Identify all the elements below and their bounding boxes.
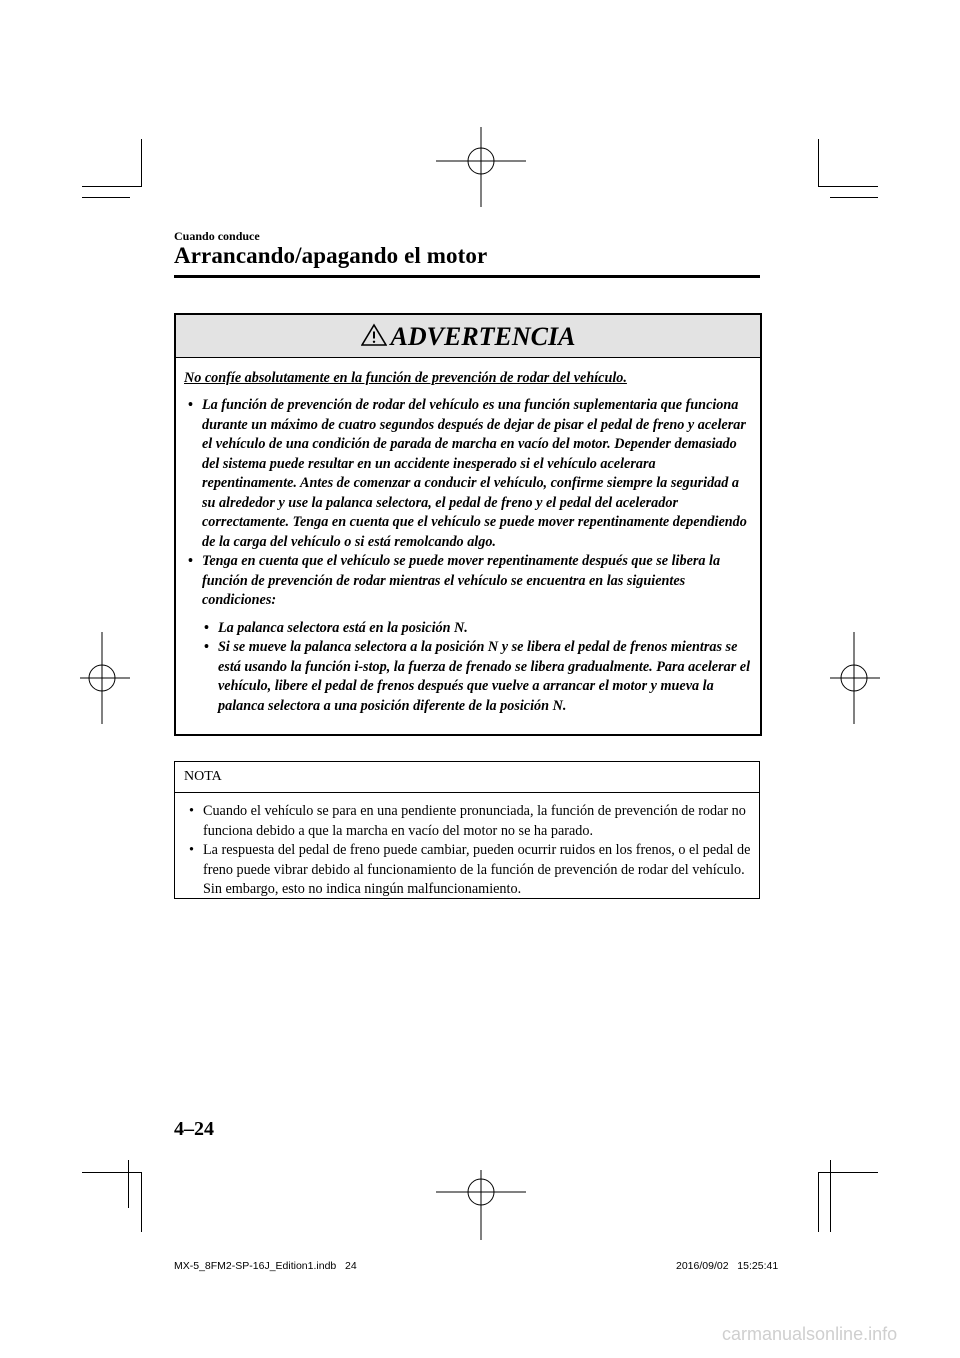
warning-item-text: La función de prevención de rodar del vehículo es una función suplementaria que funciona durante un máximo de cuatro segundos después de dejar de pisar el pedal de freno y acelerar el vehículo de una condición de parada de marcha en vacío del motor. Depender demasiado del sistema puede resultar en un accidente inesperado si el vehículo acelerara repentinamente. Antes de comenzar a conducir el vehículo, confirme siempre la seguridad a su alrededor y use la palanca selectora, el pedal de freno y el pedal del acelerador correctamente. Tenga en cuenta que el vehículo se puede mover repentinamente dependiendo de la carga del vehículo o si está remolcando algo. [202, 397, 747, 550]
footer-timestamp: 2016/09/02 15:25:41 [676, 1260, 779, 1272]
note-item [185, 841, 751, 900]
note-item-text: La respuesta del pedal de freno puede cambiar, pueden ocurrir ruidos en los frenos, o el pedal de freno puede vibrar debido al funcionamiento de la función de prevención de rodar del vehículo. Sin embargo, esto no indica ningún malfuncionamiento. [203, 842, 751, 897]
crop-mark [818, 1172, 878, 1173]
warning-item-text: Tenga en cuenta que el vehículo se puede mover repentinamente después que se libera la función de prevención de rodar mientras el vehículo se encuentra en las siguientes condiciones: [202, 553, 721, 608]
note-item-text: Cuando el vehículo se para en una pendiente pronunciada, la función de prevención de rodar no funciona debido a que la marcha en vacío del motor no se ha parado. [203, 803, 746, 839]
note-title: NOTA [184, 769, 222, 784]
warning-subitem-text: Si se mueve la palanca selectora a la posición N y se libera el pedal de frenos mientras se está usando la función i-stop, la fuerza de frenado se libera gradualmente. Para acelerar el vehículo, libere el pedal de frenos después que vuelve a arrancar el motor y mueva la palanca selectora a una posición diferente de la posición N. [218, 639, 751, 714]
crop-mark [818, 139, 819, 187]
crop-mark [141, 1172, 142, 1232]
warning-subitem [184, 638, 754, 716]
bullet: • [189, 803, 194, 819]
warning-title-row [176, 322, 760, 352]
crosshair-registration-icon [436, 1170, 526, 1250]
warning-lead: No confíe absolutamente en la función de prevención de rodar del vehículo. [184, 370, 627, 386]
note-header [175, 762, 759, 793]
note-box [174, 761, 760, 899]
bullet: • [188, 397, 193, 413]
warning-triangle-icon [361, 323, 387, 347]
section-label: Cuando conduce [174, 229, 260, 243]
crop-mark [141, 139, 142, 187]
warning-header [176, 315, 760, 358]
crop-mark [128, 1160, 129, 1208]
crosshair-registration-icon [830, 632, 880, 724]
note-item [185, 802, 751, 841]
page-title: Arrancando/apagando el motor [174, 243, 488, 268]
watermark: carmanualsonline.info [722, 1324, 898, 1344]
warning-subitem [184, 619, 754, 639]
warning-box [174, 313, 762, 736]
title-rule [174, 275, 760, 278]
crosshair-registration-icon [80, 632, 130, 724]
crop-mark [818, 1172, 819, 1232]
warning-item [184, 396, 754, 552]
warning-list [184, 396, 754, 716]
bullet: • [204, 619, 209, 636]
crop-mark [818, 186, 878, 187]
note-list [185, 802, 751, 900]
crop-mark [82, 197, 130, 198]
warning-item [184, 552, 754, 611]
bullet: • [188, 553, 193, 569]
crop-mark [82, 1172, 142, 1173]
warning-title: ADVERTENCIA [390, 322, 576, 351]
warning-subitem-text: La palanca selectora está en la posición N. [218, 619, 468, 636]
bullet: • [204, 639, 209, 655]
bullet: • [189, 842, 194, 858]
footer-file: MX-5_8FM2-SP-16J_Edition1.indb 24 [174, 1260, 357, 1272]
crosshair-registration-icon [436, 127, 526, 207]
crop-mark [830, 197, 878, 198]
crop-mark [830, 1160, 831, 1232]
crop-mark [82, 186, 142, 187]
page-number: 4–24 [174, 1118, 214, 1140]
